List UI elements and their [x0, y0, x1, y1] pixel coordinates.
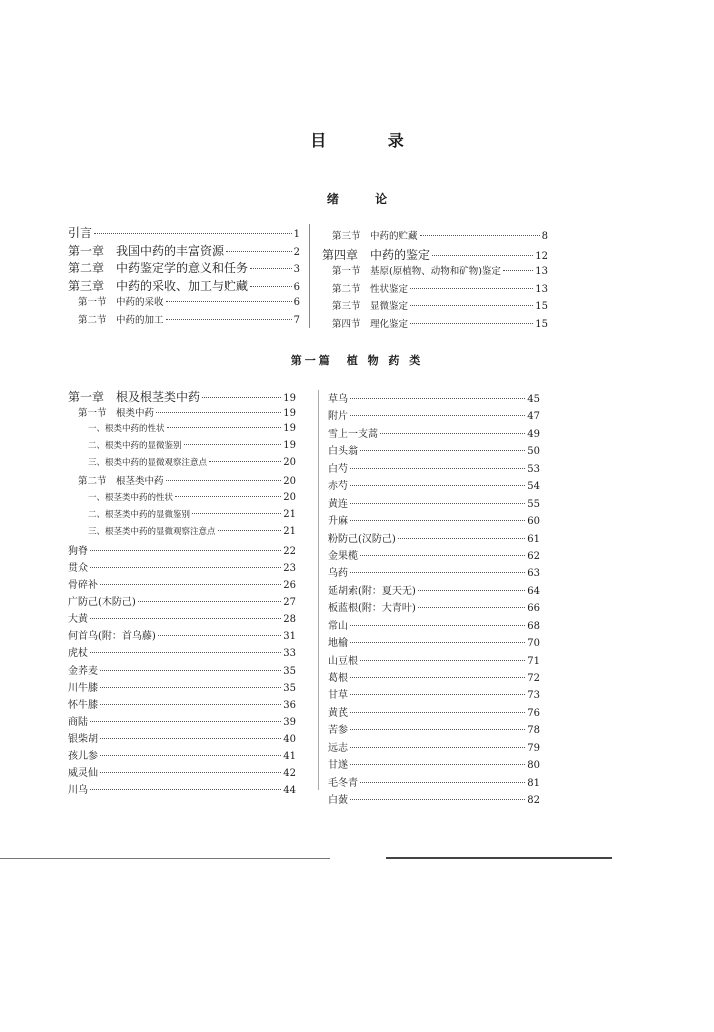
column-divider	[309, 224, 310, 328]
toc-entry-label: 黄连	[328, 498, 348, 510]
toc-entry-label: 第二节 中药的加工	[78, 314, 164, 326]
dot-leader	[350, 468, 525, 469]
dot-leader	[432, 255, 533, 256]
toc-entry	[322, 246, 548, 264]
toc-entry-label: 地榆	[328, 638, 348, 650]
toc-entry	[68, 259, 300, 277]
dot-leader	[420, 235, 540, 236]
dot-leader	[360, 660, 525, 661]
toc-entry-label: 第一章 我国中药的丰富资源	[68, 243, 225, 258]
toc-entry	[322, 228, 548, 246]
scan-edge-line	[0, 858, 330, 859]
toc-entry	[322, 281, 548, 299]
dot-leader	[100, 738, 281, 739]
toc-entry-label: 一、根茎类中药的性状	[88, 492, 174, 503]
dot-leader	[350, 503, 525, 504]
toc-entry-page: 50	[527, 446, 540, 458]
toc-entry	[328, 756, 540, 773]
dot-leader	[350, 520, 525, 521]
toc-entry	[68, 576, 296, 593]
toc-entry-label: 何首乌(附：首乌藤)	[68, 631, 156, 643]
toc-entry	[328, 530, 540, 547]
toc-entry-page: 42	[283, 768, 296, 780]
toc-entry-label: 虎杖	[68, 648, 88, 660]
toc-entry	[328, 652, 540, 669]
dot-leader	[350, 729, 525, 730]
toc-entry-label: 广防己(木防己)	[68, 597, 136, 609]
dot-leader	[350, 764, 525, 765]
toc-entry-label: 雪上一支蒿	[328, 428, 378, 440]
dot-leader	[418, 607, 525, 608]
toc-entry	[328, 634, 540, 651]
part1-toc-right-column	[328, 390, 540, 809]
toc-entry-label: 第一节 中药的采收	[78, 297, 164, 309]
toc-entry-page: 81	[527, 777, 540, 789]
toc-entry-label: 孩儿参	[68, 750, 98, 762]
toc-entry	[328, 791, 540, 808]
toc-entry-label: 乌药	[328, 568, 348, 580]
toc-entry-page: 66	[527, 603, 540, 615]
toc-entry-page: 22	[283, 545, 296, 557]
toc-entry	[68, 473, 296, 490]
dot-leader	[226, 251, 292, 252]
toc-entry-page: 20	[283, 476, 296, 488]
toc-entry	[328, 460, 540, 477]
toc-entry-label: 粉防己(汉防己)	[328, 533, 396, 545]
toc-entry-page: 19	[283, 423, 296, 435]
toc-entry-page: 71	[527, 655, 540, 667]
dot-leader	[90, 721, 281, 722]
toc-entry-page: 27	[283, 597, 296, 609]
dot-leader	[350, 642, 525, 643]
toc-entry-page: 19	[283, 408, 296, 420]
toc-entry	[68, 696, 296, 713]
toc-entry	[68, 405, 296, 422]
toc-entry	[68, 542, 296, 559]
toc-entry-label: 二、根茎类中药的显微鉴别	[88, 509, 191, 520]
toc-entry-page: 62	[527, 550, 540, 562]
dot-leader	[100, 584, 281, 585]
toc-entry	[68, 294, 300, 312]
toc-entry-page: 35	[283, 682, 296, 694]
dot-leader	[192, 513, 281, 514]
toc-entry-label: 毛冬青	[328, 777, 358, 789]
dot-leader	[100, 670, 281, 671]
toc-entry-label: 第二节 根茎类中药	[78, 476, 164, 488]
toc-entry-page: 23	[283, 562, 296, 574]
toc-entry	[68, 730, 296, 747]
toc-entry	[68, 679, 296, 696]
scan-edge-line	[386, 857, 612, 859]
toc-entry-page: 35	[283, 665, 296, 677]
toc-entry	[68, 610, 296, 627]
toc-entry-label: 金荞麦	[68, 665, 98, 677]
dot-leader	[350, 572, 525, 573]
toc-entry-page: 7	[293, 314, 300, 326]
toc-entry	[328, 686, 540, 703]
toc-entry-page: 55	[527, 498, 540, 510]
dot-leader	[350, 625, 525, 626]
toc-entry-page: 63	[527, 568, 540, 580]
dot-leader	[100, 687, 281, 688]
toc-entry-page: 28	[283, 614, 296, 626]
toc-entry	[68, 388, 296, 405]
dot-leader	[184, 444, 282, 445]
toc-entry-label: 第三节 显微鉴定	[332, 301, 409, 313]
toc-entry-page: 20	[283, 491, 296, 503]
dot-leader	[90, 618, 281, 619]
dot-leader	[90, 550, 281, 551]
toc-entry	[328, 721, 540, 738]
toc-entry	[68, 422, 296, 439]
toc-entry	[328, 617, 540, 634]
toc-entry-label: 贯众	[68, 562, 88, 574]
toc-entry-label: 山豆根	[328, 655, 358, 667]
toc-entry	[328, 495, 540, 512]
dot-leader	[410, 305, 533, 306]
dot-leader	[360, 782, 525, 783]
toc-entry	[68, 242, 300, 260]
toc-entry	[68, 439, 296, 456]
toc-entry	[68, 508, 296, 525]
toc-entry-label: 板蓝根(附：大青叶)	[328, 603, 416, 615]
dot-leader	[138, 601, 281, 602]
toc-entry-page: 80	[527, 760, 540, 772]
toc-entry-page: 70	[527, 638, 540, 650]
toc-entry-label: 苦参	[328, 725, 348, 737]
toc-entry-page: 33	[283, 648, 296, 660]
toc-entry-page: 13	[535, 283, 548, 295]
toc-entry	[328, 442, 540, 459]
dot-leader	[250, 286, 292, 287]
toc-entry	[68, 747, 296, 764]
toc-entry-page: 13	[535, 266, 548, 278]
dot-leader	[418, 590, 525, 591]
dot-leader	[209, 461, 281, 462]
intro-toc-left-column	[68, 224, 300, 330]
toc-entry	[68, 662, 296, 679]
toc-entry-label: 金果榄	[328, 550, 358, 562]
toc-entry	[328, 739, 540, 756]
toc-entry-label: 白芍	[328, 463, 348, 475]
dot-leader	[218, 530, 282, 531]
toc-entry-label: 第二章 中药鉴定学的意义和任务	[68, 261, 249, 276]
dot-leader	[94, 233, 292, 234]
toc-entry	[328, 774, 540, 791]
toc-entry	[68, 491, 296, 508]
toc-entry	[68, 627, 296, 644]
toc-entry-page: 6	[293, 281, 300, 293]
intro-toc-right-column	[322, 228, 548, 334]
dot-leader	[350, 485, 525, 486]
dot-leader	[350, 398, 525, 399]
toc-entry-page: 15	[535, 318, 548, 330]
toc-entry-page: 68	[527, 620, 540, 632]
toc-entry-label: 商陆	[68, 716, 88, 728]
toc-entry	[328, 547, 540, 564]
dot-leader	[410, 323, 533, 324]
toc-entry-label: 附片	[328, 411, 348, 423]
dot-leader	[100, 704, 281, 705]
dot-leader	[410, 288, 533, 289]
toc-entry-page: 61	[527, 533, 540, 545]
dot-leader	[360, 555, 525, 556]
toc-entry-page: 26	[283, 580, 296, 592]
dot-leader	[503, 270, 533, 271]
toc-entry-label: 甘遂	[328, 760, 348, 772]
toc-entry-page: 1	[293, 229, 300, 240]
dot-leader	[90, 567, 281, 568]
toc-entry-page: 82	[527, 795, 540, 807]
dot-leader	[350, 799, 525, 800]
toc-entry	[328, 477, 540, 494]
toc-entry	[68, 781, 296, 798]
toc-entry-page: 2	[293, 246, 300, 258]
dot-leader	[158, 635, 281, 636]
toc-entry-page: 8	[541, 231, 548, 242]
toc-entry-label: 黄芪	[328, 707, 348, 719]
toc-entry-label: 川乌	[68, 785, 88, 797]
toc-entry-page: 6	[293, 297, 300, 309]
toc-entry-page: 54	[527, 481, 540, 493]
toc-entry-page: 72	[527, 673, 540, 684]
dot-leader	[156, 412, 281, 413]
dot-leader	[202, 397, 281, 398]
toc-entry	[68, 764, 296, 781]
toc-entry-label: 狗脊	[68, 545, 88, 557]
toc-entry-page: 44	[283, 785, 296, 797]
toc-entry-page: 39	[283, 716, 296, 728]
part-one-title: 第一篇 植 物 药 类	[290, 354, 424, 367]
dot-leader	[166, 319, 292, 320]
toc-entry	[328, 582, 540, 599]
dot-leader	[250, 268, 292, 269]
toc-entry-label: 第一节 根类中药	[78, 408, 155, 420]
dot-leader	[100, 755, 281, 756]
toc-entry-label: 常山	[328, 620, 348, 632]
toc-entry-page: 15	[535, 301, 548, 313]
toc-entry	[68, 644, 296, 661]
dot-leader	[90, 652, 281, 653]
toc-entry-page: 64	[527, 585, 540, 597]
toc-entry-label: 白头翁	[328, 446, 358, 458]
toc-entry-label: 甘草	[328, 690, 348, 702]
toc-entry-label: 川牛膝	[68, 682, 98, 694]
toc-entry-page: 79	[527, 742, 540, 754]
toc-entry-label: 银柴胡	[68, 733, 98, 745]
toc-entry-label: 引言	[68, 226, 93, 240]
toc-entry-page: 45	[527, 394, 540, 405]
toc-entry-label: 草乌	[328, 394, 348, 405]
toc-entry	[328, 669, 540, 686]
dot-leader	[350, 677, 525, 678]
toc-entry	[68, 456, 296, 473]
toc-entry-page: 53	[527, 463, 540, 475]
toc-entry-label: 威灵仙	[68, 768, 98, 780]
toc-entry-page: 19	[283, 393, 296, 404]
dot-leader	[350, 747, 525, 748]
toc-entry-label: 第四节 理化鉴定	[332, 318, 409, 330]
toc-entry-page: 36	[283, 699, 296, 711]
toc-entry-label: 葛根	[328, 673, 348, 684]
toc-entry-page: 47	[527, 411, 540, 423]
toc-entry-label: 怀牛膝	[68, 699, 98, 711]
toc-entry	[68, 525, 296, 542]
toc-entry-label: 一、根类中药的性状	[88, 424, 165, 435]
toc-entry-label: 第三节 中药的贮藏	[332, 231, 418, 242]
toc-entry-label: 赤芍	[328, 481, 348, 493]
toc-entry-label: 第一节 基原(原植物、动物和矿物)鉴定	[332, 266, 501, 278]
toc-entry	[328, 390, 540, 407]
toc-entry-label: 二、根类中药的显微鉴别	[88, 441, 182, 452]
toc-entry	[328, 425, 540, 442]
dot-leader	[90, 789, 281, 790]
toc-entry-label: 骨碎补	[68, 580, 98, 592]
toc-entry-label: 大黄	[68, 614, 88, 626]
toc-entry-label: 白蔹	[328, 795, 348, 807]
part1-toc-left-column	[68, 388, 296, 798]
toc-entry	[68, 593, 296, 610]
toc-entry-page: 78	[527, 725, 540, 737]
toc-entry-page: 49	[527, 428, 540, 440]
dot-leader	[100, 772, 281, 773]
toc-entry-page: 21	[283, 508, 296, 520]
toc-entry-label: 三、根类中药的显微观察注意点	[88, 458, 208, 469]
toc-entry	[68, 559, 296, 576]
page-title: 目 录	[310, 131, 432, 150]
dot-leader	[350, 415, 525, 416]
toc-entry	[322, 263, 548, 281]
toc-entry-label: 升麻	[328, 516, 348, 528]
toc-entry-page: 20	[283, 457, 296, 469]
toc-entry-page: 21	[283, 525, 296, 537]
toc-entry	[328, 564, 540, 581]
toc-entry-page: 19	[283, 440, 296, 452]
toc-entry-page: 76	[527, 707, 540, 719]
toc-entry-page: 31	[283, 631, 296, 643]
toc-entry-label: 第四章 中药的鉴定	[322, 247, 431, 262]
dot-leader	[360, 450, 525, 451]
dot-leader	[380, 433, 525, 434]
dot-leader	[167, 427, 282, 428]
toc-entry-label: 第一章 根及根茎类中药	[68, 390, 201, 404]
toc-entry-page: 40	[283, 733, 296, 745]
toc-entry	[328, 512, 540, 529]
toc-entry-page: 3	[293, 264, 300, 276]
toc-entry	[68, 277, 300, 295]
dot-leader	[350, 694, 525, 695]
toc-entry-page: 12	[535, 250, 548, 262]
dot-leader	[175, 496, 281, 497]
toc-entry-page: 41	[283, 750, 296, 762]
intro-section-title: 绪 论	[326, 192, 404, 206]
toc-entry	[322, 316, 548, 334]
toc-entry	[68, 713, 296, 730]
toc-entry	[328, 407, 540, 424]
toc-entry-label: 三、根茎类中药的显微观察注意点	[88, 526, 216, 537]
toc-entry	[328, 599, 540, 616]
dot-leader	[350, 712, 525, 713]
toc-entry-label: 第三章 中药的采收、加工与贮藏	[68, 278, 249, 293]
dot-leader	[398, 538, 525, 539]
toc-entry-label: 远志	[328, 742, 348, 754]
toc-entry	[322, 298, 548, 316]
toc-entry-page: 60	[527, 516, 540, 528]
dot-leader	[166, 301, 292, 302]
toc-entry-page: 73	[527, 690, 540, 702]
toc-entry	[68, 312, 300, 330]
toc-entry	[68, 224, 300, 242]
toc-entry-label: 延胡索(附：夏天无)	[328, 585, 416, 597]
toc-entry	[328, 704, 540, 721]
column-divider	[318, 390, 319, 790]
dot-leader	[166, 480, 282, 481]
toc-entry-label: 第二节 性状鉴定	[332, 283, 409, 295]
